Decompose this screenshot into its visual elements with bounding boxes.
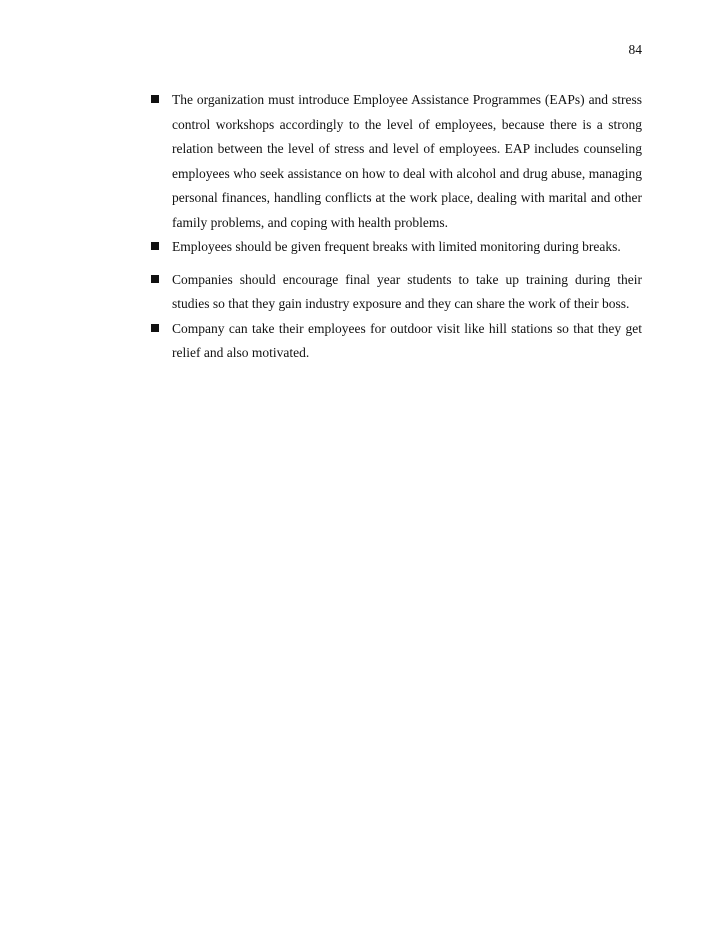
bullet-list: [0, 88, 728, 366]
bullet-item-students: [0, 268, 642, 317]
square-bullet-icon: [151, 242, 159, 250]
bullet-text: The organization must introduce Employee Assistance Programmes (EAPs) and stress control workshops accordingly to the level of employees, because there is a strong relation between the level of stress and level of employees. EAP includes counseling employees who seek assistance on how to deal with alcohol and drug abuse, managing personal finances, handling conflicts at the work place, dealing with marital and other family problems, and coping with health problems.: [172, 92, 642, 230]
bullet-item-eap: [0, 88, 642, 235]
bullet-text: Employees should be given frequent breaks with limited monitoring during breaks.: [172, 239, 621, 254]
square-bullet-icon: [151, 324, 159, 332]
bullet-text: Companies should encourage final year students to take up training during their studies so that they gain industry exposure and they can share the work of their boss.: [172, 271, 642, 311]
square-bullet-icon: [151, 95, 159, 103]
square-bullet-icon: [151, 275, 159, 283]
page-number: 84: [628, 42, 642, 57]
bullet-item-breaks: [0, 235, 642, 260]
bullet-text: Company can take their employees for outdoor visit like hill stations so that they get relief and also motivated.: [172, 320, 642, 360]
bullet-item-outdoor-visit: [0, 317, 642, 366]
